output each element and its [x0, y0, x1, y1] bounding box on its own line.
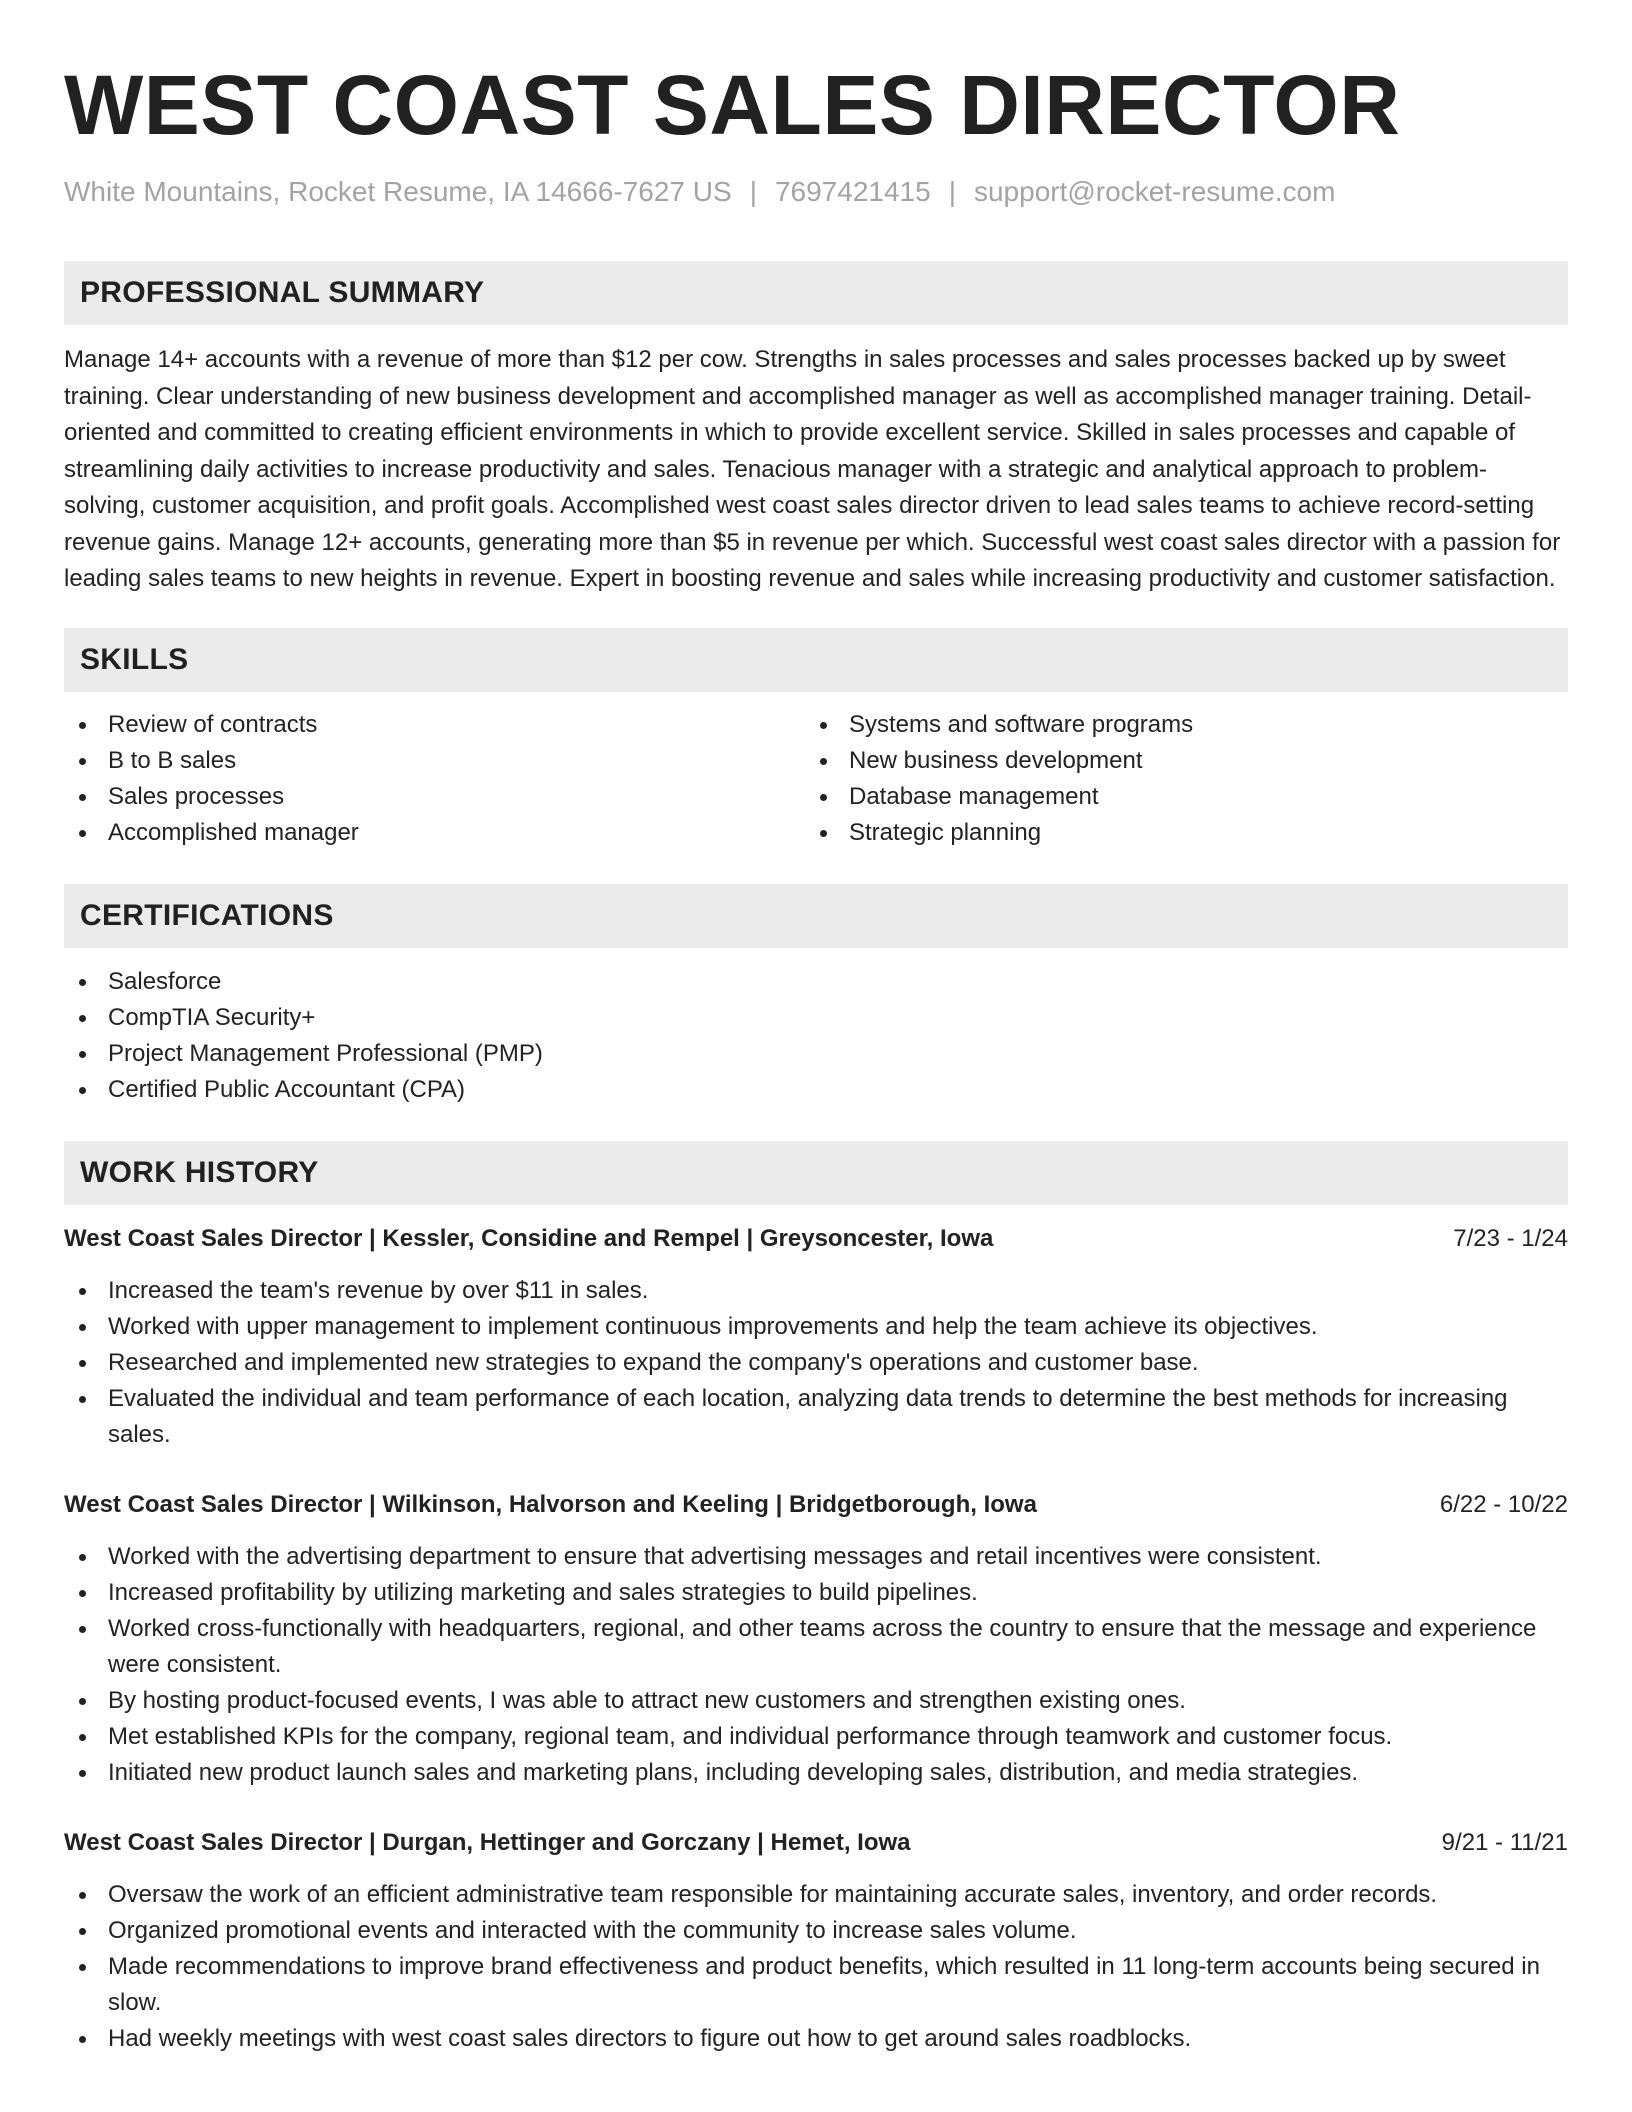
- skill-item: Strategic planning: [805, 815, 1546, 851]
- job-bullet: Worked with the advertising department to ensure that advertising messages and retail incentives were consistent.: [64, 1539, 1568, 1575]
- job-bullet: Had weekly meetings with west coast sales directors to figure out how to get around sales roadblocks.: [64, 2021, 1568, 2057]
- job-header: [64, 1487, 1568, 1523]
- section-heading-summary: PROFESSIONAL SUMMARY: [64, 261, 1568, 325]
- contact-email: support@rocket-resume.com: [973, 176, 1336, 207]
- job-header: [64, 1221, 1568, 1257]
- certification-item: Salesforce: [64, 964, 1568, 1000]
- skill-item: Systems and software programs: [805, 707, 1546, 743]
- certification-item: Certified Public Accountant (CPA): [64, 1072, 1568, 1108]
- skills-list: [64, 707, 1568, 851]
- job-bullet: By hosting product-focused events, I was able to attract new customers and strengthen existing ones.: [64, 1683, 1568, 1719]
- job-bullets: [64, 1877, 1568, 2057]
- skill-item: B to B sales: [64, 743, 805, 779]
- contact-separator: |: [948, 176, 956, 207]
- skill-item: New business development: [805, 743, 1546, 779]
- job-bullet: Increased the team's revenue by over $11 in sales.: [64, 1273, 1568, 1309]
- job-bullets: [64, 1539, 1568, 1791]
- job-bullet: Met established KPIs for the company, regional team, and individual performance through teamwork and customer focus.: [64, 1719, 1568, 1755]
- resume-title: WEST COAST SALES DIRECTOR: [64, 58, 1401, 152]
- skills-column-right: [805, 707, 1546, 851]
- job-bullet: Organized promotional events and interacted with the community to increase sales volume.: [64, 1913, 1568, 1949]
- job-entry: [64, 1221, 1568, 1453]
- job-title: West Coast Sales Director | Kessler, Considine and Rempel | Greysoncester, Iowa: [64, 1224, 994, 1252]
- job-bullet: Evaluated the individual and team performance of each location, analyzing data trends to determine the best methods for increasing sales.: [64, 1381, 1568, 1453]
- certifications-list: [64, 964, 1568, 1108]
- contact-phone: 7697421415: [774, 176, 931, 207]
- job-bullet: Initiated new product launch sales and marketing plans, including developing sales, distribution, and media strategies.: [64, 1755, 1568, 1791]
- skill-item: Accomplished manager: [64, 815, 805, 851]
- section-heading-skills: SKILLS: [64, 628, 1568, 692]
- skill-item: Database management: [805, 779, 1546, 815]
- certification-item: CompTIA Security+: [64, 1000, 1568, 1036]
- job-entry: [64, 1825, 1568, 2057]
- contact-line: [64, 175, 1568, 209]
- job-bullet: Increased profitability by utilizing marketing and sales strategies to build pipelines.: [64, 1575, 1568, 1611]
- summary-text: Manage 14+ accounts with a revenue of more than $12 per cow. Strengths in sales processes and sales processes backed up by sweet training. Clear understanding of new business development and accomplished manager as well as accomplished manager training. Detail-oriented and committed to creating efficient environments in which to provide excellent service. Skilled in sales processes and capable of streamlining daily activities to increase productivity and sales. Tenacious manager with a strategic and analytical approach to problem-solving, customer acquisition, and profit goals. Accomplished west coast sales director driven to lead sales teams to achieve record-setting revenue gains. Manage 12+ accounts, generating more than $5 in revenue per which. Successful west coast sales director with a passion for leading sales teams to new heights in revenue. Expert in boosting revenue and sales while increasing productivity and customer satisfaction.: [64, 346, 1561, 592]
- job-dates: 7/23 - 1/24: [1453, 1224, 1568, 1252]
- skill-item: Review of contracts: [64, 707, 805, 743]
- contact-address: White Mountains, Rocket Resume, IA 14666-7627 US: [64, 176, 732, 207]
- skill-item: Sales processes: [64, 779, 805, 815]
- job-bullet: Researched and implemented new strategies to expand the company's operations and customer base.: [64, 1345, 1568, 1381]
- section-heading-work-history: WORK HISTORY: [64, 1141, 1568, 1205]
- job-bullet: Oversaw the work of an efficient administrative team responsible for maintaining accurate sales, inventory, and order records.: [64, 1877, 1568, 1913]
- certification-item: Project Management Professional (PMP): [64, 1036, 1568, 1072]
- job-dates: 9/21 - 11/21: [1441, 1828, 1568, 1856]
- skills-column-left: [64, 707, 805, 851]
- job-bullet: Made recommendations to improve brand effectiveness and product benefits, which resulted in 11 long-term accounts being secured in slow.: [64, 1949, 1568, 2021]
- job-title: West Coast Sales Director | Durgan, Hettinger and Gorczany | Hemet, Iowa: [64, 1828, 911, 1856]
- job-bullet: Worked with upper management to implement continuous improvements and help the team achieve its objectives.: [64, 1309, 1568, 1345]
- job-dates: 6/22 - 10/22: [1439, 1490, 1568, 1518]
- job-entry: [64, 1487, 1568, 1791]
- job-bullet: Worked cross-functionally with headquarters, regional, and other teams across the country to ensure that the message and experience were consistent.: [64, 1611, 1568, 1683]
- contact-separator: |: [749, 176, 757, 207]
- job-title: West Coast Sales Director | Wilkinson, Halvorson and Keeling | Bridgetborough, Iowa: [64, 1490, 1037, 1518]
- section-heading-certifications: CERTIFICATIONS: [64, 884, 1568, 948]
- job-bullets: [64, 1273, 1568, 1453]
- job-header: [64, 1825, 1568, 1861]
